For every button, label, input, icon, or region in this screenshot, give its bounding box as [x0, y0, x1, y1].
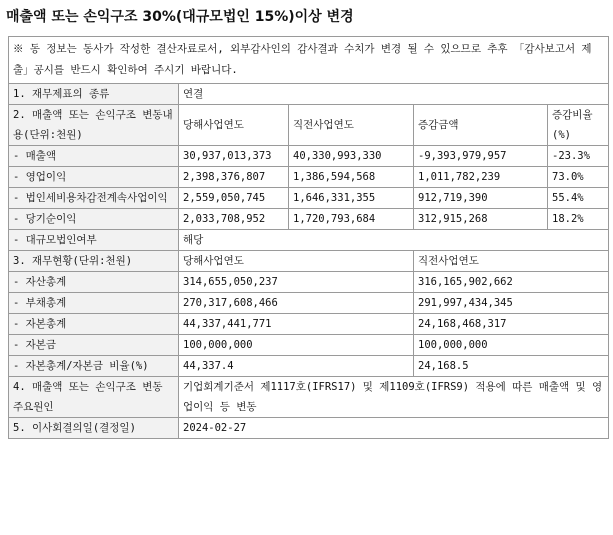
col-change-amount: 증감금액 — [414, 105, 548, 146]
page-title: 매출액 또는 손익구조 30%(대규모법인 15%)이상 변경 — [6, 9, 354, 25]
col-current-year: 당해사업연도 — [179, 105, 289, 146]
statement-type-label: 1. 재무제표의 종류 — [9, 84, 179, 105]
board-date-value: 2024-02-27 — [179, 418, 609, 439]
row-label: - 법인세비용차감전계속사업이익 — [9, 188, 179, 209]
col-change-rate: 증감비율 (%) — [548, 105, 609, 146]
row-fin-header — [9, 251, 609, 272]
col-prior-year: 직전사업연도 — [289, 105, 414, 146]
cell-rate: 73.0% — [548, 167, 609, 188]
row-statement-type — [9, 84, 609, 105]
fin-col-current: 당해사업연도 — [179, 251, 414, 272]
disclosure-table — [8, 36, 609, 439]
cell-current: 270,317,608,466 — [179, 293, 414, 314]
change-section-label: 2. 매출액 또는 손익구조 변동내용(단위:천원) — [9, 105, 179, 146]
cell-prior: 316,165,902,662 — [414, 272, 609, 293]
cell-current: 44,337.4 — [179, 356, 414, 377]
table-row — [9, 293, 609, 314]
row-board-date — [9, 418, 609, 439]
cell-prior: 100,000,000 — [414, 335, 609, 356]
cell-current: 2,398,376,807 — [179, 167, 289, 188]
cell-change: 312,915,268 — [414, 209, 548, 230]
cell-current: 100,000,000 — [179, 335, 414, 356]
row-label: - 자본총계 — [9, 314, 179, 335]
cell-prior: 1,386,594,568 — [289, 167, 414, 188]
row-label: - 자산총계 — [9, 272, 179, 293]
large-corp-label: - 대규모법인여부 — [9, 230, 179, 251]
cell-rate: 55.4% — [548, 188, 609, 209]
cell-prior: 40,330,993,330 — [289, 146, 414, 167]
table-row — [9, 167, 609, 188]
statement-type-value: 연결 — [179, 84, 609, 105]
table-row — [9, 335, 609, 356]
table-row — [9, 272, 609, 293]
cell-current: 314,655,050,237 — [179, 272, 414, 293]
cell-current: 2,559,050,745 — [179, 188, 289, 209]
board-date-label: 5. 이사회결의일(결정일) — [9, 418, 179, 439]
main-cause-label: 4. 매출액 또는 손익구조 변동 주요원인 — [9, 377, 179, 418]
row-main-cause — [9, 377, 609, 418]
cell-prior: 1,646,331,355 — [289, 188, 414, 209]
cell-rate: -23.3% — [548, 146, 609, 167]
row-large-corp — [9, 230, 609, 251]
table-row — [9, 356, 609, 377]
row-label: - 영업이익 — [9, 167, 179, 188]
notice-text: ※ 동 정보는 동사가 작성한 결산자료로서, 외부감사인의 감사결과 수치가 변경 될 수 있으므로 추후 「감사보고서 제출」공시를 반드시 확인하여 주시기 바랍니다. — [9, 37, 609, 84]
cell-prior: 24,168,468,317 — [414, 314, 609, 335]
cell-prior: 1,720,793,684 — [289, 209, 414, 230]
cell-change: 1,011,782,239 — [414, 167, 548, 188]
row-label: - 당기순이익 — [9, 209, 179, 230]
table-row — [9, 314, 609, 335]
fin-section-label: 3. 재무현황(단위:천원) — [9, 251, 179, 272]
row-change-header — [9, 105, 609, 146]
fin-col-prior: 직전사업연도 — [414, 251, 609, 272]
table-row — [9, 209, 609, 230]
cell-current: 30,937,013,373 — [179, 146, 289, 167]
row-label: - 부채총계 — [9, 293, 179, 314]
cell-rate: 18.2% — [548, 209, 609, 230]
cell-change: 912,719,390 — [414, 188, 548, 209]
cell-prior: 291,997,434,345 — [414, 293, 609, 314]
row-label: - 자본금 — [9, 335, 179, 356]
main-cause-value: 기업회계기준서 제1117호(IFRS17) 및 제1109호(IFRS9) 적용에 따른 매출액 및 영업이익 등 변동 — [179, 377, 609, 418]
cell-current: 2,033,708,952 — [179, 209, 289, 230]
row-label: - 자본총계/자본금 비율(%) — [9, 356, 179, 377]
table-row — [9, 188, 609, 209]
row-label: - 매출액 — [9, 146, 179, 167]
cell-change: -9,393,979,957 — [414, 146, 548, 167]
large-corp-value: 해당 — [179, 230, 609, 251]
table-row — [9, 146, 609, 167]
notice-row — [9, 37, 609, 84]
cell-prior: 24,168.5 — [414, 356, 609, 377]
cell-current: 44,337,441,771 — [179, 314, 414, 335]
